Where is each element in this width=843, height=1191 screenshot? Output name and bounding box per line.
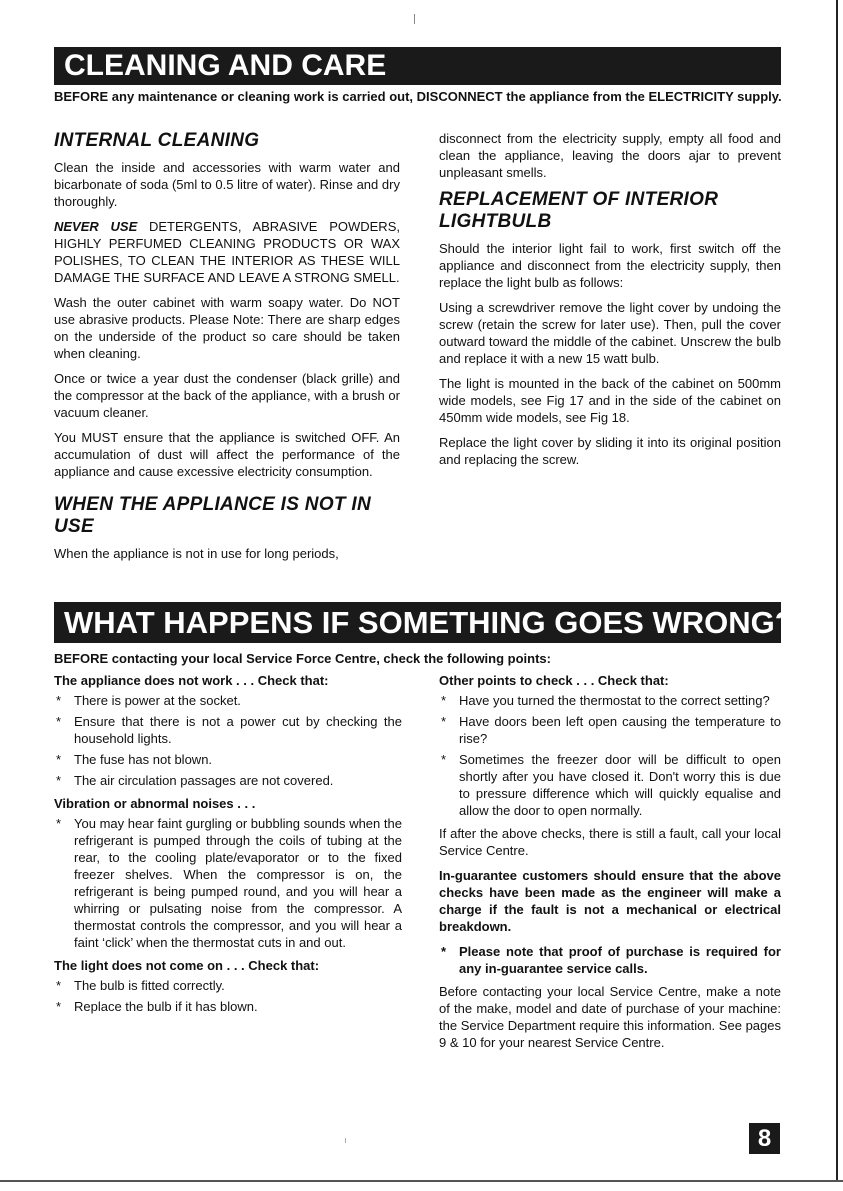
lightbulb-heading: REPLACEMENT OF INTERIOR LIGHTBULB [439,189,719,232]
list-item: * Replace the bulb if it has blown. [54,998,402,1015]
internal-cleaning-p1: Clean the inside and accessories with warm water and bicarbonate of soda (5ml to 0.5 litre of water). Rinse and dry thoroughly. [54,160,400,209]
lightbulb-p3: The light is mounted in the back of the cabinet on 500mm wide models, see Fig 17 and in the side of the cabinet on 450mm wide models, see Fig 18. [439,376,781,425]
not-in-use-p1: When the appliance is not in use for long periods, [54,546,339,561]
vibration-heading: Vibration or abnormal noises . . . [54,796,256,811]
list-item: * The air circulation passages are not covered. [54,772,402,789]
cleaning-right-column [439,130,781,476]
fault-call-text: If after the above checks, there is still a fault, call your local Service Centre. [439,826,781,858]
other-points-list [439,692,781,819]
page-edge-bottom [0,1180,843,1182]
page-number: 8 [749,1123,780,1154]
list-item: * Ensure that there is not a power cut by checking the household lights. [54,713,402,747]
scan-mark-bottom [345,1138,346,1143]
list-item: * There is power at the socket. [54,692,402,709]
not-in-use-p1-continued: disconnect from the electricity supply, empty all food and clean the appliance, leaving the doors ajar to prevent unpleasant smells. [439,131,781,180]
internal-cleaning-p5: You MUST ensure that the appliance is switched OFF. An accumulation of dust will affect the performance of the appliance and cause excessive electricity consumption. [54,430,400,479]
internal-cleaning-heading: INTERNAL CLEANING [54,130,260,151]
never-use-text: DETERGENTS, ABRASIVE POWDERS, HIGHLY PERFUMED CLEANING PRODUCTS OR WAX POLISHES, TO CLEAN THE INTERIOR AS THESE WILL DAMAGE THE SURFACE AND LEAVE A STRONG SMELL. [54,219,400,285]
light-list [54,977,402,1015]
before-contacting-text: Before contacting your local Service Centre, make a note of the make, model and date of purchase of your machine: the Service Department require this information. See pages 9 & 10 for your nearest Service Centre. [439,984,781,1050]
troubleshooting-lead: BEFORE contacting your local Service Force Centre, check the following points: [54,651,551,666]
internal-cleaning-p4: Once or twice a year dust the condenser (black grille) and the compressor at the back of the appliance, with a brush or vacuum cleaner. [54,371,400,420]
list-item: * Have you turned the thermostat to the correct setting? [439,692,781,709]
cleaning-lead-warning: BEFORE any maintenance or cleaning work is carried out, DISCONNECT the appliance from the ELECTRICITY supply. [54,89,782,104]
list-item: * You may hear faint gurgling or bubbling sounds when the refrigerant is pumped through the coils of tubing at the rear, to the cooling plate/evaporator or to the fixed freezer shelves. When the compressor is on, the refrigerant is being pumped round, and you will hear a whirring or pulsating noise from the compressor. A thermostat controls the compressor, and you will hear a faint ‘click’ when the thermostat cuts in and out. [54,815,402,951]
list-item: * The fuse has not blown. [54,751,402,768]
internal-cleaning-p3: Wash the outer cabinet with warm soapy water. Do NOT use abrasive products. Please Note: There are sharp edges on the underside of the product so care should be taken when cleaning. [54,295,400,361]
scan-mark [414,14,415,24]
section-banner-cleaning: CLEANING AND CARE [54,47,781,85]
lightbulb-p1: Should the interior light fail to work, first switch off the appliance and disconnect from the electricity supply, then replace the light bulb as follows: [439,241,781,290]
list-item: * Have doors been left open causing the temperature to rise? [439,713,781,747]
cleaning-left-column [54,130,400,570]
section-banner-troubleshooting: WHAT HAPPENS IF SOMETHING GOES WRONG? [54,602,781,643]
internal-cleaning-p2 [54,218,400,286]
never-use-emphasis: NEVER USE [54,219,138,234]
list-item: * The bulb is fitted correctly. [54,977,402,994]
proof-of-purchase-list [439,943,781,977]
light-heading: The light does not come on . . . Check that: [54,958,320,973]
list-item: * Sometimes the freezer door will be difficult to open shortly after you have closed it. Don't worry this is due to pressure difference which will quickly equalise and allow the door to open normally. [439,751,781,819]
in-guarantee-text: In-guarantee customers should ensure that the above checks have been made as the engineer will make a charge if the fault is not a mechanical or electrical breakdown. [439,868,781,934]
troubleshooting-right-column [439,672,781,1059]
other-points-heading: Other points to check . . . Check that: [439,673,669,688]
vibration-list [54,815,402,951]
lightbulb-p4: Replace the light cover by sliding it into its original position and replacing the screw. [439,435,781,467]
page-edge-right [836,0,838,1180]
not-in-use-heading: WHEN THE APPLIANCE IS NOT IN USE [54,494,371,537]
troubleshooting-left-column [54,672,402,1021]
not-work-list [54,692,402,789]
list-item: * Please note that proof of purchase is required for any in-guarantee service calls. [439,943,781,977]
not-work-heading: The appliance does not work . . . Check that: [54,673,329,688]
lightbulb-p2: Using a screwdriver remove the light cover by undoing the screw (retain the screw for later use). Then, pull the cover outward toward the middle of the cabinet. Unscrew the bulb and replace it with a new 15 watt bulb. [439,300,781,366]
